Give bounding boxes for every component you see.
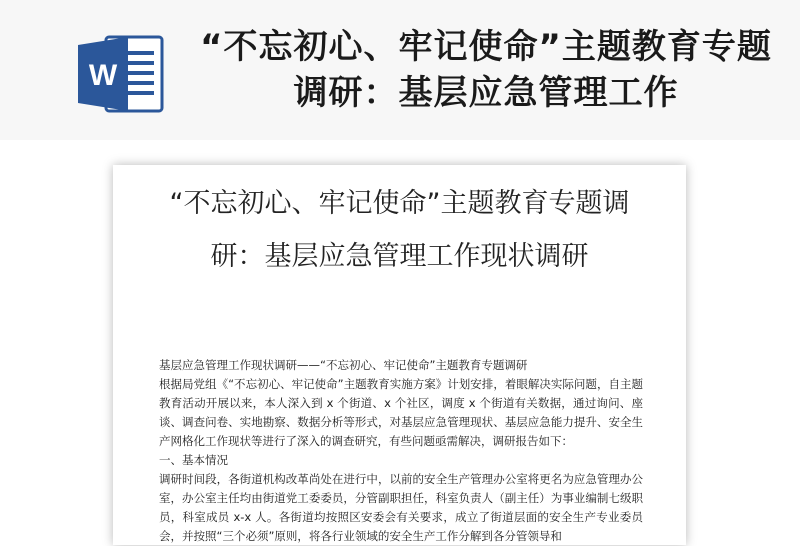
paragraph-intro: 根据局党组《“不忘初心、牢记使命”主题教育实施方案》计划安排，着眼解决实际问题，自主题教育活动开展以来，本人深入到 x 个街道、x 个社区，调度 x 个街道有关数据，通过询问、座谈、调查问卷、实地勘察、数据分析等形式，对基层应急管理现状、基层应急能力提升、安全生产网格化工作现状等进行了深入的调查研究，有些问题亟需解决，调研报告如下： [159, 377, 643, 448]
header-banner [0, 0, 800, 140]
section-heading: 一、基本情况 [159, 453, 228, 467]
paragraph-subtitle: 基层应急管理工作现状调研——“不忘初心、牢记使命”主题教育专题调研 [159, 358, 528, 372]
document-page [113, 165, 686, 545]
header-title: “不忘初心、牢记使命”主题教育专题调研：基层应急管理工作 [200, 27, 772, 113]
document-body [159, 356, 643, 546]
document-title: “不忘初心、牢记使命”主题教育专题调研：基层应急管理工作现状调研 [169, 188, 630, 272]
paragraph-basic-situation: 调研时间段，各街道机构改革尚处在进行中，以前的安全生产管理办公室将更名为应急管理办公室，办公室主任均由街道党工委委员，分管副职担任，科室负责人（副主任）为事业编制七级职员，科室成员 x-x 人。各街道均按照区安委会有关要求，成立了街道层面的安全生产专业委员会，并按照“三个必须”原则，将各行业领域的安全生产工作分解到各分管领导和 [159, 472, 643, 543]
word-icon [78, 33, 166, 115]
word-icon-letter: W [88, 59, 118, 92]
